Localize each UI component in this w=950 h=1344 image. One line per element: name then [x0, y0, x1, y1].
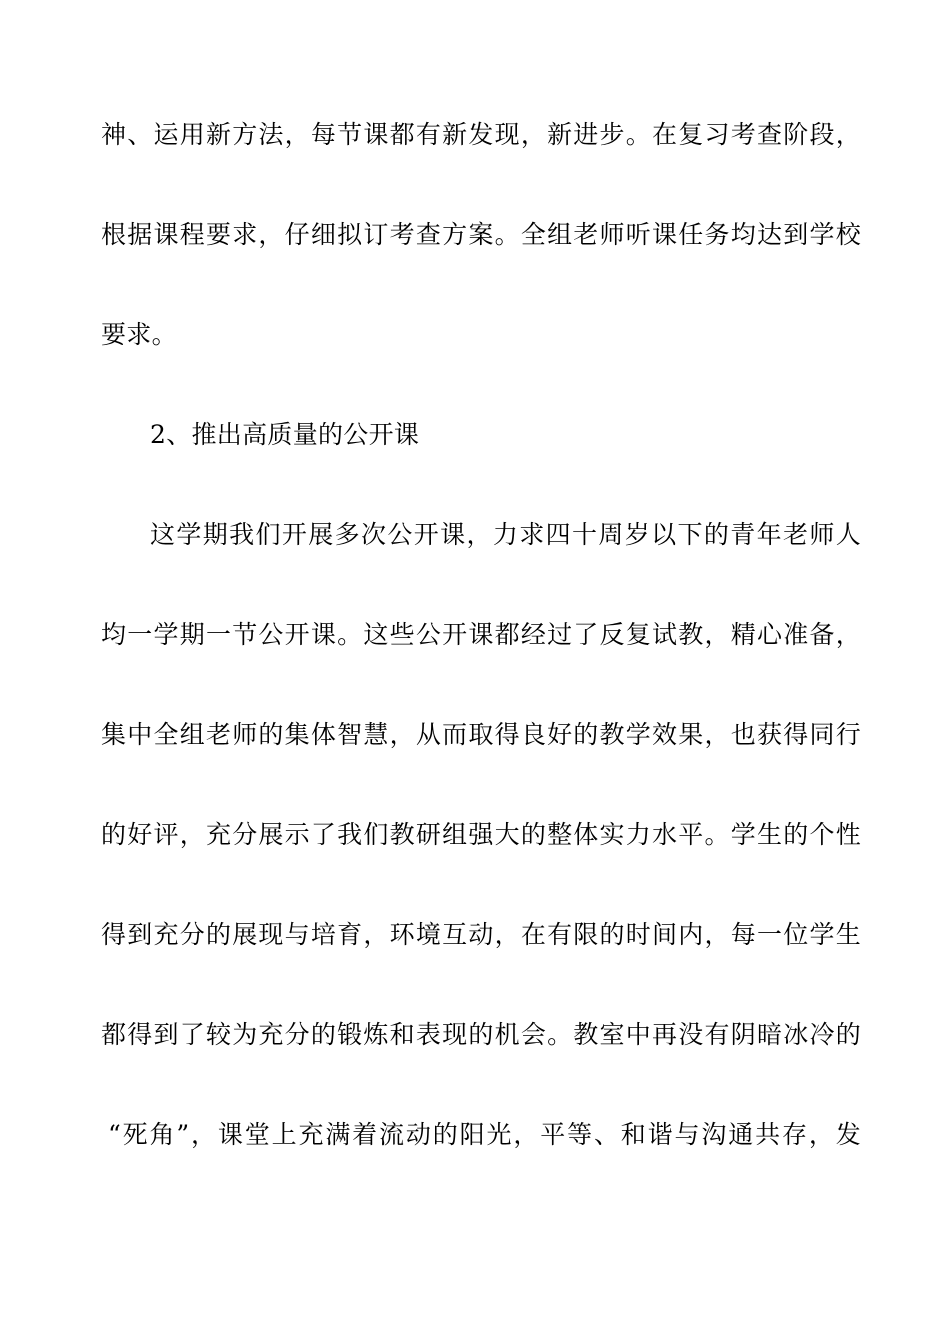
- paragraph-line-11: “死角”，课堂上充满着流动的阳光，平等、和谐与沟通共存，发: [108, 1120, 861, 1149]
- paragraph-line-1: 神、运用新方法，每节课都有新发现，新进步。在复习考查阶段，: [101, 120, 861, 149]
- section-heading: 2、推出高质量的公开课: [150, 420, 420, 449]
- paragraph-line-10: 都得到了较为充分的锻炼和表现的机会。教室中再没有阴暗冰冷的: [101, 1020, 861, 1049]
- paragraph-line-5: 这学期我们开展多次公开课，力求四十周岁以下的青年老师人: [150, 520, 861, 549]
- paragraph-line-2: 根据课程要求，仔细拟订考查方案。全组老师听课任务均达到学校: [101, 220, 861, 249]
- paragraph-line-8: 的好评，充分展示了我们教研组强大的整体实力水平。学生的个性: [101, 820, 861, 849]
- paragraph-line-7: 集中全组老师的集体智慧，从而取得良好的教学效果，也获得同行: [101, 720, 861, 749]
- paragraph-line-6: 均一学期一节公开课。这些公开课都经过了反复试教，精心准备，: [101, 620, 861, 649]
- paragraph-line-9: 得到充分的展现与培育，环境互动，在有限的时间内，每一位学生: [101, 920, 861, 949]
- paragraph-line-3: 要求。: [101, 320, 177, 349]
